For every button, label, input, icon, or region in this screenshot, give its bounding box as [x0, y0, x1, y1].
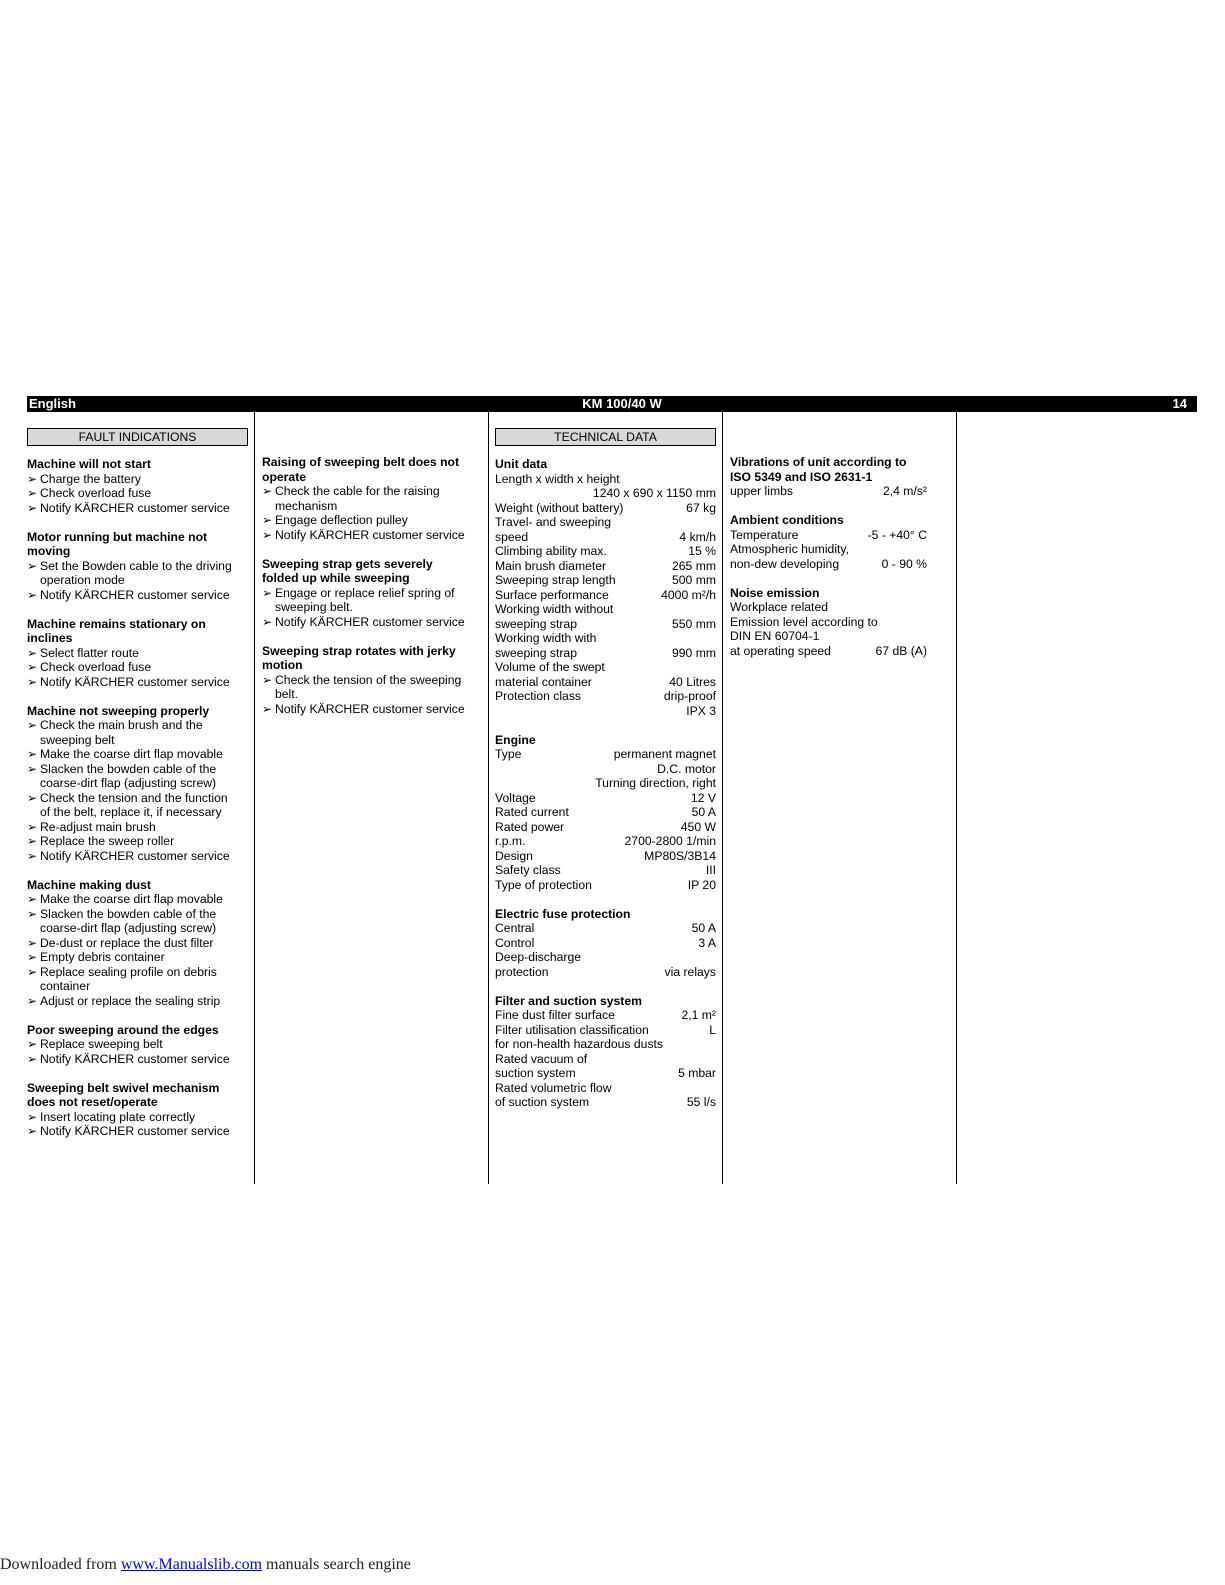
footer-suffix: manuals search engine: [262, 1556, 411, 1573]
section-heading: Machine will not start: [27, 457, 151, 471]
fault-indications-column-2: [262, 455, 482, 731]
arrow-bullet-icon: ➢: [27, 950, 38, 964]
list-item: [27, 660, 248, 675]
arrow-bullet-icon: ➢: [262, 585, 273, 600]
arrow-bullet-icon: ➢: [27, 558, 38, 573]
arrow-bullet-icon: ➢: [27, 500, 38, 515]
data-label: at operating speed: [730, 643, 831, 658]
list-item: [262, 484, 482, 513]
data-value: 4000 m²/h: [661, 587, 716, 602]
data-row: [730, 557, 927, 572]
data-label: Type: [495, 747, 522, 761]
data-row: [730, 484, 927, 499]
list-item: [27, 472, 248, 487]
data-value: IPX 3: [686, 703, 716, 718]
list-item-text: container: [40, 979, 91, 993]
data-row: [495, 965, 716, 980]
fault-section: [262, 557, 482, 630]
list-item: [27, 762, 248, 791]
data-row: [495, 559, 716, 574]
arrow-bullet-icon: ➢: [27, 935, 38, 950]
header-language: English: [29, 396, 76, 411]
section-heading: ISO 5349 and ISO 2631-1: [730, 469, 873, 484]
data-label: Workplace related: [730, 600, 828, 614]
data-value: 550 mm: [671, 616, 716, 631]
list-item-text: Select flatter route: [40, 645, 139, 660]
data-value: 12 V: [690, 790, 716, 805]
section-heading: Vibrations of unit according to: [730, 455, 907, 469]
arrow-bullet-icon: ➢: [27, 1124, 38, 1138]
technical-data-column: [495, 428, 716, 1124]
data-value: 2,4 m/s²: [882, 484, 927, 498]
data-label: DIN EN 60704-1: [730, 629, 820, 643]
list-item-text: Slacken the bowden cable of the: [40, 906, 217, 921]
list-item: [27, 718, 248, 747]
data-row: [495, 617, 716, 632]
data-row: [495, 544, 716, 559]
data-label: r.p.m.: [495, 834, 526, 848]
arrow-bullet-icon: ➢: [27, 718, 38, 732]
data-row: [495, 834, 716, 849]
arrow-bullet-icon: ➢: [27, 587, 38, 602]
arrow-bullet-icon: ➢: [262, 672, 273, 687]
data-row: [495, 1095, 716, 1110]
arrow-bullet-icon: ➢: [27, 993, 38, 1008]
list-item: [27, 791, 248, 820]
data-value: 50 A: [691, 805, 716, 819]
column-divider: [722, 412, 723, 1184]
arrow-bullet-icon: ➢: [262, 527, 273, 542]
list-item-text: Engage deflection pulley: [275, 513, 408, 527]
data-row: [495, 863, 716, 878]
data-value: D.C. motor: [657, 761, 716, 776]
data-label: Climbing ability max.: [495, 544, 607, 558]
list-item-text: Notify KÄRCHER customer service: [275, 527, 465, 542]
list-item-text: Notify KÄRCHER customer service: [275, 701, 465, 716]
data-value: 450 W: [680, 819, 716, 834]
arrow-bullet-icon: ➢: [27, 1037, 38, 1051]
list-item-text: Notify KÄRCHER customer service: [40, 587, 230, 602]
data-row: [495, 501, 716, 516]
arrow-bullet-icon: ➢: [27, 790, 38, 805]
list-item-text: Replace the sweep roller: [40, 834, 175, 848]
data-row: [495, 631, 716, 646]
list-item-text: Set the Bowden cable to the driving: [40, 558, 232, 573]
section-heading: Ambient conditions: [730, 513, 844, 527]
list-item-text: of the belt, replace it, if necessary: [40, 805, 222, 819]
data-row: [495, 472, 716, 487]
list-item-text: coarse-dirt flap (adjusting screw): [40, 776, 217, 790]
list-item: [27, 820, 248, 835]
list-item: [27, 965, 248, 994]
data-row: [495, 1081, 716, 1096]
data-label: Rated volumetric flow: [495, 1080, 612, 1095]
list-item: [27, 907, 248, 936]
fault-indications-title: FAULT INDICATIONS: [27, 428, 248, 446]
data-row: [495, 1008, 716, 1023]
list-item-text: Notify KÄRCHER customer service: [40, 500, 230, 515]
arrow-bullet-icon: ➢: [27, 964, 38, 979]
fault-section: [262, 644, 482, 717]
arrow-bullet-icon: ➢: [262, 701, 273, 716]
list-item: [262, 615, 482, 630]
data-row: [495, 602, 716, 617]
list-item: [27, 1124, 248, 1139]
section-heading: motion: [262, 658, 303, 672]
data-label: Rated vacuum of: [495, 1051, 588, 1066]
fault-section: [27, 530, 248, 603]
data-section: [495, 733, 716, 893]
data-value: 0 - 90 %: [881, 556, 927, 571]
data-row: [495, 921, 716, 936]
list-item: [262, 513, 482, 528]
arrow-bullet-icon: ➢: [27, 747, 38, 761]
data-value: MP80S/3B14: [644, 848, 716, 863]
data-label: material container: [495, 674, 592, 689]
fault-section: [262, 455, 482, 542]
arrow-bullet-icon: ➢: [27, 471, 38, 486]
data-row: [495, 805, 716, 820]
section-heading: Electric fuse protection: [495, 906, 631, 921]
data-label: protection: [495, 964, 549, 979]
list-item-text: Check overload fuse: [40, 660, 152, 674]
data-row: [495, 776, 716, 791]
data-label: Sweeping strap length: [495, 573, 616, 587]
data-label: Main brush diameter: [495, 558, 607, 573]
list-item-text: Replace sealing profile on debris: [40, 964, 217, 979]
arrow-bullet-icon: ➢: [27, 660, 38, 674]
data-value: 55 l/s: [686, 1095, 716, 1109]
section-heading: Machine not sweeping properly: [27, 703, 210, 718]
fault-section: [27, 1081, 248, 1139]
list-item-text: Check the cable for the raising: [275, 484, 440, 498]
data-row: [495, 660, 716, 675]
data-value: Turning direction, right: [595, 776, 716, 790]
data-row: [495, 675, 716, 690]
column-divider: [488, 412, 489, 1184]
list-item-text: sweeping belt: [40, 732, 115, 747]
data-row: [495, 1052, 716, 1067]
download-footer: [0, 1556, 411, 1574]
data-value: IP 20: [687, 877, 716, 892]
arrow-bullet-icon: ➢: [27, 674, 38, 689]
data-row: [495, 646, 716, 661]
data-label: Design: [495, 848, 533, 863]
data-row: [495, 1023, 716, 1038]
list-item-text: sweeping belt.: [275, 600, 353, 614]
data-section: [495, 994, 716, 1110]
list-item-text: De-dust or replace the dust filter: [40, 935, 214, 950]
data-label: non-dew developing: [730, 556, 840, 571]
data-label: Surface performance: [495, 587, 609, 602]
data-label: Control: [495, 935, 535, 950]
fault-section: [27, 617, 248, 690]
section-heading: moving: [27, 544, 71, 558]
list-item: [27, 936, 248, 951]
data-row: [495, 936, 716, 951]
list-item: [262, 673, 482, 702]
fault-section: [27, 878, 248, 1009]
data-row: [495, 849, 716, 864]
section-heading: Engine: [495, 732, 536, 747]
arrow-bullet-icon: ➢: [27, 892, 38, 906]
list-item: [27, 486, 248, 501]
list-item-text: Notify KÄRCHER customer service: [40, 848, 230, 863]
data-label: Weight (without battery): [495, 500, 624, 515]
data-row: [730, 600, 927, 615]
section-heading: Filter and suction system: [495, 993, 642, 1008]
list-item: [262, 702, 482, 717]
data-label: of suction system: [495, 1095, 590, 1109]
data-label: Rated power: [495, 819, 565, 834]
arrow-bullet-icon: ➢: [262, 614, 273, 629]
data-label: Travel- and sweeping: [495, 515, 612, 529]
list-item-text: Check overload fuse: [40, 486, 152, 500]
list-item-text: Slacken the bowden cable of the: [40, 761, 217, 776]
fault-indications-column: [27, 428, 248, 1153]
arrow-bullet-icon: ➢: [27, 819, 38, 834]
data-row: [730, 542, 927, 557]
data-row: [495, 878, 716, 893]
data-label: Temperature: [730, 527, 799, 542]
data-label: Protection class: [495, 689, 582, 703]
data-value: 67 dB (A): [875, 643, 927, 658]
list-item-text: Insert locating plate correctly: [40, 1109, 196, 1124]
list-item: [27, 588, 248, 603]
data-row: [495, 515, 716, 530]
list-item: [27, 950, 248, 965]
list-item-text: coarse-dirt flap (adjusting screw): [40, 921, 217, 935]
list-item: [27, 1052, 248, 1067]
data-label: Fine dust filter surface: [495, 1008, 615, 1022]
arrow-bullet-icon: ➢: [27, 1109, 38, 1124]
data-row: [495, 791, 716, 806]
section-heading: Unit data: [495, 457, 548, 471]
header-model: KM 100/40 W: [582, 396, 662, 411]
data-label: Atmospheric humidity,: [730, 542, 849, 556]
column-divider: [254, 412, 255, 1184]
data-value: 67 kg: [686, 500, 716, 515]
list-item: [27, 994, 248, 1009]
data-label: Rated current: [495, 805, 569, 819]
section-heading: Machine remains stationary on: [27, 616, 206, 631]
list-item-text: Notify KÄRCHER customer service: [40, 1051, 230, 1066]
data-label: Central: [495, 921, 535, 935]
data-value: III: [705, 863, 716, 877]
list-item-text: Check the main brush and the: [40, 718, 203, 732]
list-item: [27, 892, 248, 907]
data-row: [495, 486, 716, 501]
data-row: [730, 629, 927, 644]
section-heading: operate: [262, 469, 307, 484]
list-item-text: Notify KÄRCHER customer service: [40, 1124, 230, 1138]
fault-section: [27, 457, 248, 515]
section-heading: Noise emission: [730, 585, 820, 600]
list-item: [27, 559, 248, 588]
data-label: Filter utilisation classification: [495, 1022, 649, 1037]
data-section: [495, 907, 716, 980]
data-row: [495, 1066, 716, 1081]
data-label: Safety class: [495, 863, 561, 877]
list-item-text: Notify KÄRCHER customer service: [275, 614, 465, 629]
list-item: [27, 675, 248, 690]
data-row: [730, 615, 927, 630]
data-row: [495, 530, 716, 545]
data-value: 50 A: [691, 921, 716, 935]
list-item-text: mechanism: [275, 498, 338, 513]
data-label: Length x width x height: [495, 471, 620, 486]
data-value: 990 mm: [671, 645, 716, 660]
fault-section: [27, 704, 248, 864]
column-divider: [956, 412, 957, 1184]
data-row: [495, 588, 716, 603]
section-heading: Motor running but machine not: [27, 529, 208, 544]
technical-data-column-2: [730, 455, 927, 673]
list-item: [27, 747, 248, 762]
section-heading: Sweeping strap rotates with jerky: [262, 643, 456, 658]
data-label: upper limbs: [730, 484, 793, 498]
data-row: [730, 644, 927, 659]
list-item: [27, 1037, 248, 1052]
list-item: [27, 834, 248, 849]
list-item-text: Adjust or replace the sealing strip: [40, 993, 221, 1008]
list-item-text: operation mode: [40, 573, 125, 587]
list-item-text: Make the coarse dirt flap movable: [40, 747, 223, 761]
list-item-text: Empty debris container: [40, 950, 165, 964]
data-row: [495, 1037, 716, 1052]
header-page-number: 14: [1172, 396, 1187, 411]
arrow-bullet-icon: ➢: [27, 848, 38, 863]
data-value: 15 %: [688, 544, 716, 558]
data-row: [495, 573, 716, 588]
list-item-text: Check the tension and the function: [40, 790, 228, 805]
data-section: [495, 457, 716, 718]
data-label: Deep-discharge: [495, 950, 582, 964]
list-item-text: Notify KÄRCHER customer service: [40, 674, 230, 689]
data-label: suction system: [495, 1066, 576, 1080]
data-row: [730, 528, 927, 543]
data-value: 2700-2800 1/min: [624, 834, 716, 848]
arrow-bullet-icon: ➢: [27, 761, 38, 776]
list-item: [27, 501, 248, 516]
data-row: [495, 762, 716, 777]
list-item-text: Check the tension of the sweeping: [275, 672, 462, 687]
data-label: Type of protection: [495, 877, 592, 892]
footer-prefix: Downloaded from: [0, 1556, 121, 1573]
data-label: sweeping strap: [495, 616, 577, 631]
list-item-text: Re-adjust main brush: [40, 819, 156, 834]
list-item-text: belt.: [275, 687, 299, 701]
fault-section: [27, 1023, 248, 1067]
list-item-text: Replace sweeping belt: [40, 1037, 163, 1051]
data-value: 500 mm: [671, 573, 716, 587]
data-row: [495, 689, 716, 704]
data-row: [495, 950, 716, 965]
section-heading: inclines: [27, 631, 73, 645]
data-label: speed: [495, 529, 529, 544]
data-value: 2,1 m²: [681, 1008, 716, 1022]
section-heading: does not reset/operate: [27, 1095, 158, 1109]
data-value: 40 Litres: [669, 674, 716, 689]
data-value: permanent magnet: [613, 747, 716, 761]
data-section: [730, 513, 927, 571]
section-heading: Raising of sweeping belt does not: [262, 455, 460, 469]
data-value: via relays: [664, 964, 716, 979]
list-item-text: Engage or replace relief spring of: [275, 585, 455, 600]
section-heading: Sweeping strap gets severely: [262, 556, 433, 571]
list-item: [27, 849, 248, 864]
arrow-bullet-icon: ➢: [27, 906, 38, 921]
data-row: [495, 704, 716, 719]
data-value: 4 km/h: [679, 529, 716, 544]
data-value: drip-proof: [663, 689, 716, 703]
arrow-bullet-icon: ➢: [27, 1051, 38, 1066]
list-item: [262, 586, 482, 615]
data-section: [730, 455, 927, 499]
list-item-text: Make the coarse dirt flap movable: [40, 892, 223, 906]
data-label: sweeping strap: [495, 645, 577, 660]
list-item-text: Charge the battery: [40, 471, 141, 486]
technical-data-title: TECHNICAL DATA: [495, 428, 716, 446]
data-label: Working width without: [495, 602, 614, 616]
data-value: 265 mm: [671, 558, 716, 573]
section-heading: Sweeping belt swivel mechanism: [27, 1080, 220, 1095]
data-row: [495, 747, 716, 762]
data-label: for non-health hazardous dusts: [495, 1037, 664, 1051]
arrow-bullet-icon: ➢: [262, 513, 273, 527]
arrow-bullet-icon: ➢: [27, 834, 38, 848]
data-row: [495, 820, 716, 835]
data-label: Volume of the swept: [495, 660, 605, 674]
list-item: [262, 528, 482, 543]
data-label: Working width with: [495, 631, 597, 645]
data-label: Emission level according to: [730, 614, 878, 629]
page-header-bar: [27, 396, 1197, 412]
section-heading: Poor sweeping around the edges: [27, 1022, 219, 1037]
section-heading: folded up while sweeping: [262, 571, 410, 585]
data-value: 3 A: [698, 935, 716, 950]
list-item: [27, 1110, 248, 1125]
arrow-bullet-icon: ➢: [27, 486, 38, 500]
arrow-bullet-icon: ➢: [262, 484, 273, 498]
data-value: -5 - +40° C: [867, 527, 927, 542]
arrow-bullet-icon: ➢: [27, 645, 38, 660]
list-item: [27, 646, 248, 661]
data-value: 1240 x 690 x 1150 mm: [592, 486, 716, 500]
data-value: L: [709, 1022, 716, 1037]
data-label: Voltage: [495, 790, 536, 805]
manualslib-link[interactable]: www.Manualslib.com: [120, 1556, 263, 1573]
data-section: [730, 586, 927, 659]
data-value: 5 mbar: [678, 1066, 716, 1080]
section-heading: Machine making dust: [27, 877, 151, 892]
